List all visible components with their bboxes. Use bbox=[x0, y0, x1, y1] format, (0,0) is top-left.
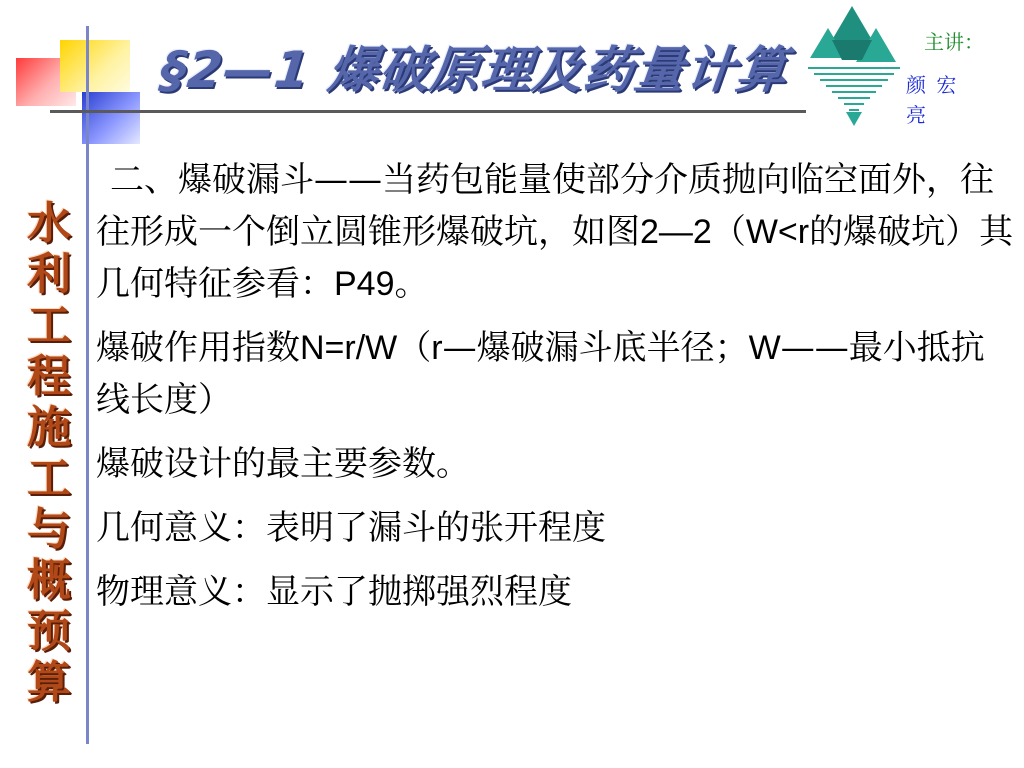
lecturer-label: 主讲： bbox=[924, 30, 984, 54]
side-title-char: 施 bbox=[27, 402, 71, 453]
paragraph-main-parameter: 爆破设计的最主要参数。 bbox=[96, 444, 470, 484]
side-title-char: 预 bbox=[27, 606, 71, 657]
side-title-char: 程 bbox=[27, 351, 71, 402]
paragraph-physical-meaning: 物理意义：显示了抛掷强烈程度 bbox=[96, 572, 572, 612]
slide-body bbox=[96, 154, 1016, 630]
side-course-title bbox=[18, 198, 80, 708]
decor-horizontal-line bbox=[50, 110, 806, 113]
lecturer-name: 颜 宏 亮 bbox=[906, 73, 957, 127]
decor-yellow-square bbox=[60, 40, 130, 92]
paragraph-blast-index: 爆破作用指数N=r/W（r—爆破漏斗底半径；W——最小抵抗线长度） bbox=[96, 328, 985, 420]
paragraph-geometric-meaning: 几何意义：表明了漏斗的张开程度 bbox=[96, 508, 606, 548]
side-title-char: 水 bbox=[27, 198, 71, 249]
decor-blue-square bbox=[82, 92, 140, 144]
side-title-char: 算 bbox=[27, 657, 71, 708]
side-title-char: 利 bbox=[27, 249, 71, 300]
mountain-logo-icon bbox=[806, 4, 902, 128]
side-title-char: 工 bbox=[27, 300, 71, 351]
side-title-char: 与 bbox=[27, 504, 71, 555]
side-title-char: 概 bbox=[27, 555, 71, 606]
slide-title: §2—1 爆破原理及药量计算 bbox=[158, 41, 791, 99]
paragraph-blasting-funnel: 二、爆破漏斗——当药包能量使部分介质抛向临空面外，往往形成一个倒立圆锥形爆破坑，如图2—2（W<r的爆破坑）其几何特征参看：P49。 bbox=[96, 160, 1014, 304]
side-title-char: 工 bbox=[27, 453, 71, 504]
decor-vertical-line bbox=[86, 26, 89, 744]
